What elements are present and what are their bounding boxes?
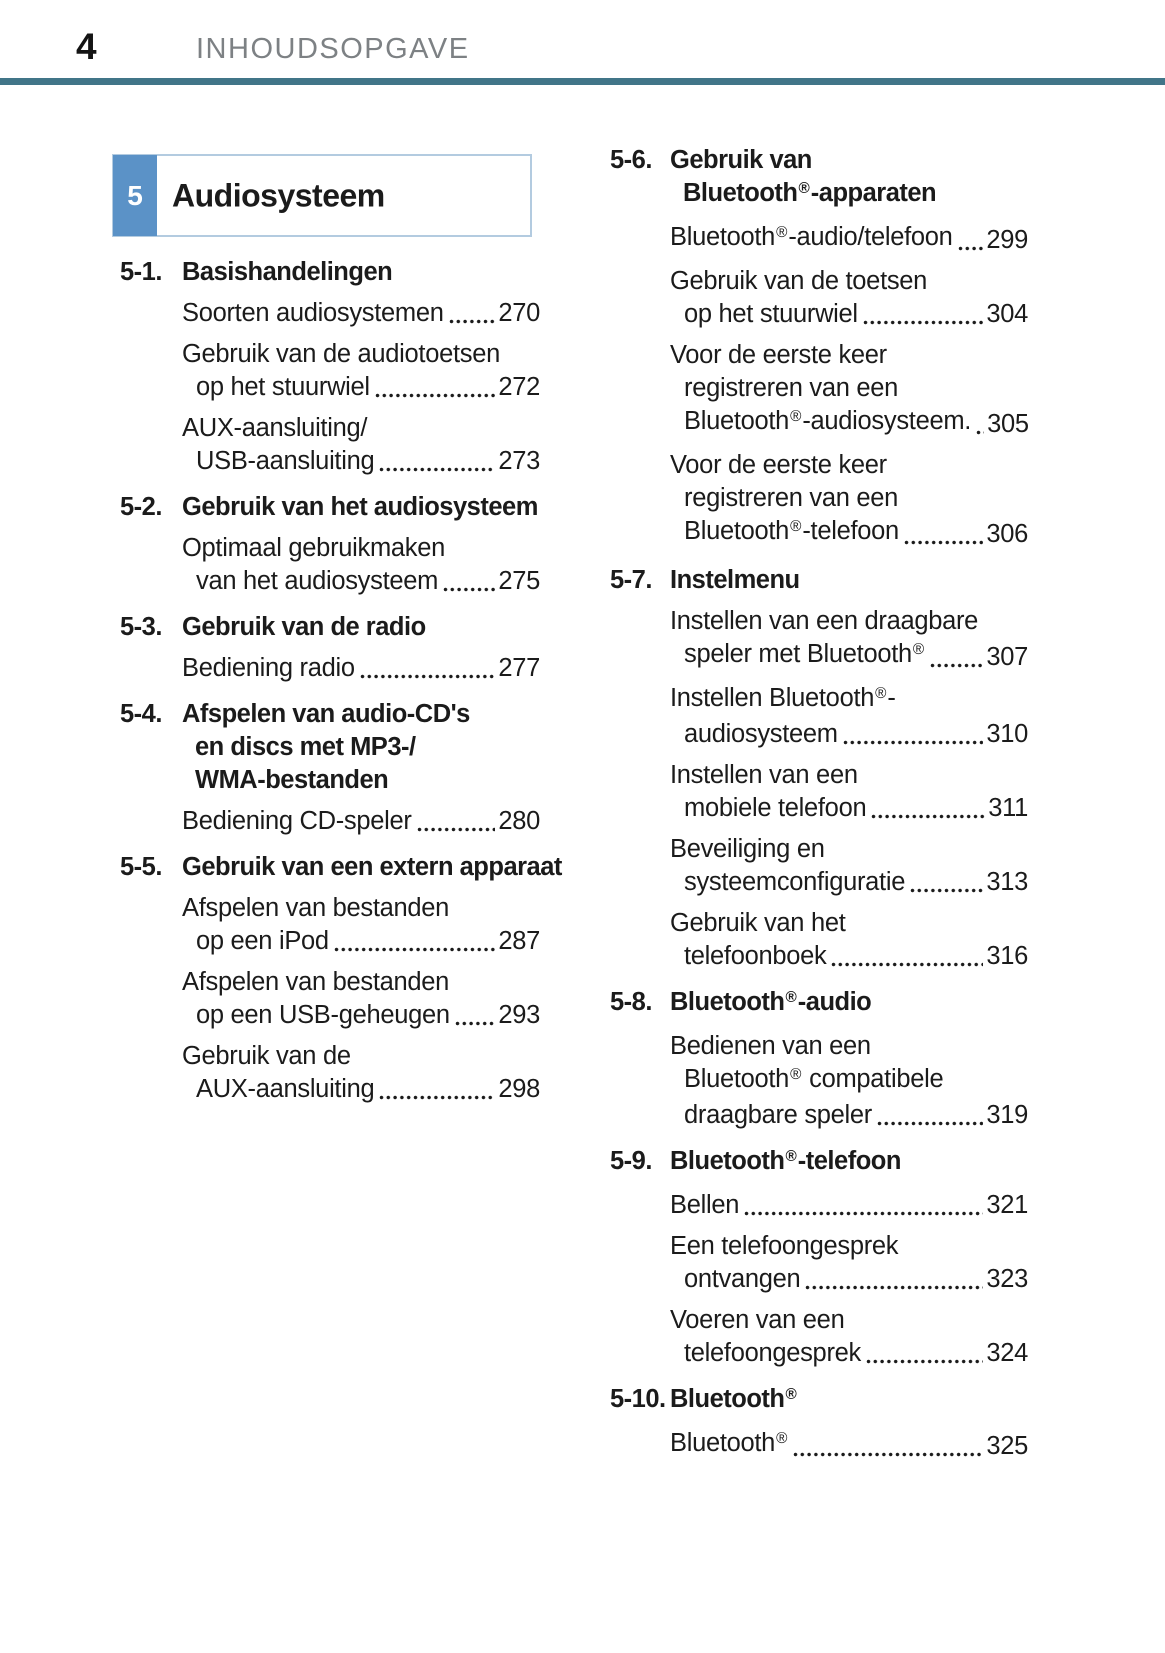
toc-entry [120,652,540,685]
toc-entry [120,805,540,838]
toc-entry [120,1040,540,1106]
section-heading [610,1145,1028,1181]
dot-leader [375,393,496,398]
dot-leader [843,740,984,745]
registered-trademark-symbol: ® [790,1065,802,1083]
page-ref: 277 [498,654,540,682]
section-title-line: Bluetooth®-telefoon [670,1147,901,1175]
entry-line: Gebruik van de [182,1042,351,1070]
registered-trademark-symbol: ® [912,640,925,658]
toc-entry [610,605,1028,674]
registered-trademark-symbol: ® [875,684,887,702]
page-ref: 306 [986,520,1028,548]
page-ref: 304 [986,300,1028,328]
toc-section [610,1145,1028,1370]
entry-line: Gebruik van de audiotoetsen [182,340,500,368]
section-title [182,611,540,644]
chapter-number-badge: 5 [113,155,157,236]
dot-leader [379,1095,495,1100]
section-title-line: Afspelen van audio-CD's [182,700,470,728]
entry-line: registreren van een [684,484,899,512]
entry-text: audiosysteem [684,720,838,748]
entry-line [182,805,540,838]
entry-text: op een USB-geheugen [196,1001,450,1029]
toc-section [610,564,1028,973]
section-number: 5-7. [610,566,652,594]
toc-entry [120,966,540,1032]
entry-line: Voor de eerste keer [670,451,887,479]
toc-entry [610,833,1028,899]
section-title-line: Basishandelingen [182,258,393,286]
section-title-line: Gebruik van de radio [182,613,426,641]
registered-trademark-symbol: ® [785,1385,797,1403]
page-ref: 311 [988,794,1028,822]
dot-leader [930,663,983,668]
entry-line: Instellen van een [670,761,858,789]
entry-text: telefoonboek [684,942,827,970]
entry-line [670,792,1028,825]
entry-text: op een iPod [196,927,329,955]
toc-section [120,851,562,1106]
section-title [182,256,540,289]
entry-text: USB-aansluiting [196,447,375,475]
toc-entry [610,221,1028,257]
entry-text: draagbare speler [684,1101,872,1129]
entry-line: Een telefoongesprek [670,1232,899,1260]
section-number: 5-9. [610,1147,652,1175]
section-title-line: Gebruik van [670,146,812,174]
page-ref: 305 [987,410,1029,438]
page-ref: 270 [498,299,540,327]
page-number: 4 [76,26,97,67]
toc-entry [610,449,1028,551]
header-rule [0,78,1165,85]
entry-line [182,999,540,1032]
toc-entry [120,338,540,404]
section-title [670,564,1028,597]
section-heading [120,698,540,797]
section-number: 5-4. [120,700,162,728]
dot-leader [866,1359,983,1364]
entry-line [182,565,540,598]
entry-text: AUX-aansluiting [196,1075,375,1103]
entry-line: Instellen Bluetooth®- [670,684,896,712]
toc-entry [610,759,1028,825]
section-heading [610,986,1028,1022]
page-ref: 287 [498,927,540,955]
dot-leader [449,319,496,324]
toc-section [120,256,540,478]
entry-line [670,1263,1028,1296]
section-title-line: Gebruik van het audiosysteem [182,493,538,521]
section-number: 5-2. [120,493,162,521]
entry-line: Voor de eerste keer [670,341,887,369]
dot-leader [877,1121,983,1126]
entry-line: registreren van een [684,374,899,402]
page-ref: 299 [986,226,1028,254]
section-number: 5-10. [610,1385,666,1413]
page-title: INHOUDSOPGAVE [196,33,470,65]
toc-entry [120,412,540,478]
entry-line: Afspelen van bestanden [182,968,450,996]
section-title-line: WMA-bestanden [195,766,389,794]
chapter-title: Audiosysteem [172,177,385,213]
page-ref: 324 [986,1339,1028,1367]
dot-leader [904,540,983,545]
entry-line [670,298,1028,331]
section-title [670,1145,1028,1181]
entry-text: ontvangen [684,1265,801,1293]
dot-leader [379,467,495,472]
toc-section [120,611,540,685]
entry-text: Bluetooth®-telefoon [684,517,899,545]
section-number: 5-5. [120,853,162,881]
dot-leader [455,1021,496,1026]
entry-line: AUX-aansluiting/ [182,414,368,442]
toc-entry [610,1030,1028,1132]
section-heading [610,144,1028,213]
page-ref: 272 [498,373,540,401]
registered-trademark-symbol: ® [785,1147,797,1165]
toc-entry [610,682,1028,751]
section-heading [120,851,562,884]
toc-entry [610,1230,1028,1296]
entry-text: Bediening radio [182,654,355,682]
entry-line [670,940,1028,973]
dot-leader [793,1452,983,1457]
toc-entry [120,297,540,330]
entry-line [182,445,540,478]
entry-line [670,1427,1028,1463]
entry-line: Afspelen van bestanden [182,894,450,922]
entry-text: van het audiosysteem [196,567,439,595]
entry-line: Bedienen van een [670,1032,871,1060]
registered-trademark-symbol: ® [785,988,797,1006]
section-title [182,698,540,797]
page-ref: 321 [986,1191,1028,1219]
entry-text: op het stuurwiel [196,373,370,401]
entry-line: Instellen van een draagbare [670,607,979,635]
entry-line [670,866,1028,899]
page-ref: 307 [986,643,1028,671]
section-title-line: Bluetooth® [670,1385,797,1413]
registered-trademark-symbol: ® [798,179,810,197]
toc-entry [610,907,1028,973]
page-ref: 316 [986,942,1028,970]
entry-text: mobiele telefoon [684,794,867,822]
entry-line [670,1099,1028,1132]
toc-section [610,144,1028,551]
section-heading [610,1383,1028,1419]
entry-line [182,652,540,685]
dot-leader [805,1285,983,1290]
page-ref: 313 [986,868,1028,896]
entry-text: Bediening CD-speler [182,807,412,835]
section-title [670,144,1028,213]
section-number: 5-8. [610,988,652,1016]
entry-line: Gebruik van het [670,909,846,937]
section-number: 5-1. [120,258,162,286]
registered-trademark-symbol: ® [790,517,802,535]
page-ref: 273 [498,447,540,475]
entry-text: Bluetooth® [670,1429,788,1457]
entry-line [670,221,1028,257]
page-ref: 298 [498,1075,540,1103]
section-title-line: Bluetooth®-apparaten [683,179,937,207]
section-number: 5-6. [610,146,652,174]
dot-leader [417,827,496,832]
dot-leader [958,246,984,251]
registered-trademark-symbol: ® [776,223,788,241]
section-heading [120,611,540,644]
toc-entry [120,892,540,958]
entry-text: speler met Bluetooth® [684,640,925,668]
entry-line [670,718,1028,751]
page-ref: 275 [498,567,540,595]
section-title [182,851,562,884]
dot-leader [443,587,495,592]
entry-line: Optimaal gebruikmaken [182,534,445,562]
entry-line: Bluetooth® compatibele [684,1065,944,1093]
registered-trademark-symbol: ® [790,407,802,425]
toc-section [610,1383,1028,1463]
toc-entry [610,265,1028,331]
toc-section [610,986,1028,1132]
entry-text: systeemconfiguratie [684,868,906,896]
section-heading [120,491,540,524]
section-heading [610,564,1028,597]
section-number: 5-3. [120,613,162,641]
page-ref: 280 [498,807,540,835]
entry-line [670,1337,1028,1370]
dot-leader [831,962,983,967]
dot-leader [871,814,985,819]
page-ref: 319 [986,1101,1028,1129]
section-heading [120,256,540,289]
dot-leader [744,1211,983,1216]
entry-line [670,405,1028,441]
page-ref: 323 [986,1265,1028,1293]
section-title-line: Gebruik van een extern apparaat [182,853,562,881]
entry-line [182,371,540,404]
entry-text: Bluetooth®-audio/telefoon [670,223,953,251]
page-ref: 293 [498,1001,540,1029]
toc-section [120,698,540,838]
entry-line [670,1189,1028,1222]
page-ref: 325 [986,1432,1028,1460]
toc-column-left [120,256,562,1119]
page-ref: 310 [986,720,1028,748]
toc-column-right [610,144,1028,1476]
entry-text: Soorten audiosystemen [182,299,444,327]
entry-line [670,638,1028,674]
entry-text: telefoongesprek [684,1339,861,1367]
entry-line: Beveiliging en [670,835,825,863]
entry-text: Bluetooth®-audiosysteem. [684,407,972,435]
entry-line [182,1073,540,1106]
section-title-line: en discs met MP3-/ [195,733,416,761]
section-title [670,986,1028,1022]
dot-leader [976,430,984,435]
section-title-line: Instelmenu [670,566,800,594]
dot-leader [360,674,496,679]
toc-entry [610,1189,1028,1222]
dot-leader [910,888,983,893]
entry-text: Bellen [670,1191,740,1219]
section-title-line: Bluetooth®-audio [670,988,872,1016]
dot-leader [334,947,496,952]
toc-entry [120,532,540,598]
registered-trademark-symbol: ® [776,1429,788,1447]
chapter-banner [112,154,532,237]
toc-section [120,491,540,598]
entry-line [670,515,1028,551]
entry-line: Voeren van een [670,1306,845,1334]
toc-entry [610,339,1028,441]
section-title [670,1383,1028,1419]
dot-leader [863,320,984,325]
entry-line: Gebruik van de toetsen [670,267,928,295]
toc-entry [610,1304,1028,1370]
entry-text: op het stuurwiel [684,300,858,328]
entry-line [182,925,540,958]
entry-line [182,297,540,330]
section-title [182,491,540,524]
toc-entry [610,1427,1028,1463]
